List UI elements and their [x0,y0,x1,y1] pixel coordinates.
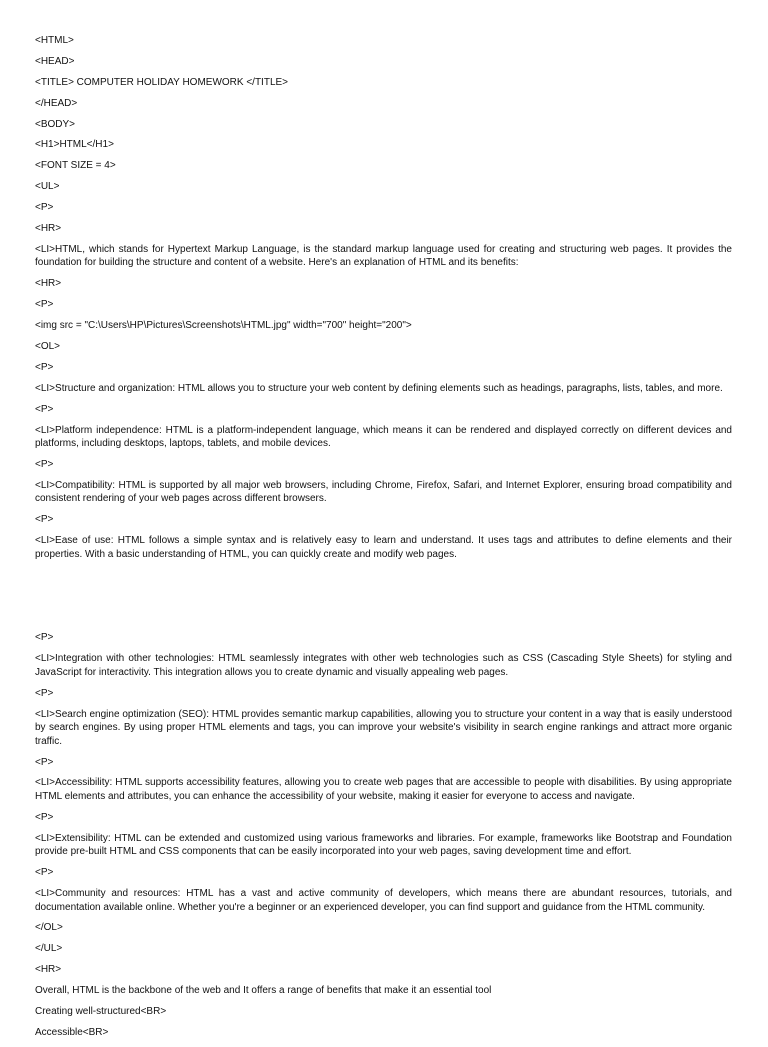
code-line-p: <P> [35,811,54,823]
list-item-accessibility: <LI>Accessibility: HTML supports accessibility features, allowing you to create web pages that are accessible to people with disabilities. By using appropriate HTML elements and attributes, you can enhance the accessibility of your website, making it easier for everyone to access and navigate. [35,777,732,802]
code-line-p: <P> [35,514,54,526]
list-item-extensibility: <LI>Extensibility: HTML can be extended and customized using various frameworks and libraries. For example, frameworks like Bootstrap and Foundation provide pre-built HTML and CSS components that can be easily incorporated into your web pages, saving development time and effort. [35,832,732,858]
list-item-platform: <LI>Platform independence: HTML is a platform-independent language, which means it can be rendered and displayed correctly on different devices and platforms, including desktops, laptops, tablets, and mobile devices. [35,424,732,450]
code-line-html-open: <HTML> [35,35,74,46]
code-line-p: <P> [35,202,54,214]
list-item-community: <LI>Community and resources: HTML has a vast and active community of developers, which means there are abundant resources, tutorials, and documentation available online. Whether you're a beginner or an experienced developer, you can find support and guidance from the HTML community. [35,888,732,913]
code-line-p: <P> [35,361,54,373]
code-line-ul-open: <UL> [35,181,60,193]
code-line-ol-close: </OL> [35,922,63,934]
code-line-h1: <H1>HTML</H1> [35,139,114,151]
list-item-seo: <LI>Search engine optimization (SEO): HTML provides semantic markup capabilities, allowing you to structure your content in a way that is easily understood by search engines. By using proper HTML elements and tags, you can improve your website's visibility in search engine rankings and attract more organic traffic. [35,708,732,747]
code-line-p: <P> [35,867,54,879]
code-line-font-size: <FONT SIZE = 4> [35,160,116,172]
code-line-p: <P> [35,458,54,470]
code-line-p: <P> [35,403,54,415]
code-line-ul-close: </UL> [35,943,63,955]
code-line-head-open: <HEAD> [35,55,75,67]
code-line-img: <img src = "C:\Users\HP\Pictures\Screenshots\HTML.jpg" width="700" height="200"> [35,320,412,332]
code-line-head-close: </HEAD> [35,97,78,109]
code-line-body-open: <BODY> [35,118,76,130]
code-line-ol-open: <OL> [35,340,61,352]
code-line-hr: <HR> [35,964,62,976]
list-item-integration: <LI>Integration with other technologies: HTML seamlessly integrates with other web technologies such as CSS (Cascading Style Sheets) for styling and JavaScript for interactivity. This integration allows you to create dynamic and visually appealing web pages. [35,653,732,678]
list-item-compatibility: <LI>Compatibility: HTML is supported by all major web browsers, including Chrome, Firefox, Safari, and Internet Explorer, ensuring broad compatibility and consistent rendering of your web pages across different browsers. [35,479,732,505]
code-line-p: <P> [35,299,54,311]
code-line-well-structured: Creating well-structured<BR> [35,1005,167,1017]
code-line-p: <P> [35,632,54,644]
blank-space [35,568,732,631]
document-body [35,34,732,1047]
code-line-hr: <HR> [35,278,62,290]
list-item-structure: <LI>Structure and organization: HTML allows you to structure your web content by defining elements such as headings, paragraphs, lists, tables, and more. [35,382,723,394]
code-line-p: <P> [35,756,54,768]
code-line-title: <TITLE> COMPUTER HOLIDAY HOMEWORK </TITLE> [35,76,289,88]
code-line-accessible: Accessible<BR> [35,1026,109,1038]
paragraph-intro: <LI>HTML, which stands for Hypertext Markup Language, is the standard markup language used for creating and structuring web pages. It provides the foundation for building the structure and content of a website. Here's an explanation of HTML and its benefits: [35,243,732,269]
code-line-p: <P> [35,687,54,699]
paragraph-overall: Overall, HTML is the backbone of the web and It offers a range of benefits that make it an essential tool [35,985,492,997]
code-line-hr: <HR> [35,223,62,235]
list-item-ease-of-use: <LI>Ease of use: HTML follows a simple syntax and is relatively easy to learn and understand. It uses tags and attributes to define elements and their properties. With a basic understanding of HTML, you can quickly create and modify web pages. [35,535,732,560]
